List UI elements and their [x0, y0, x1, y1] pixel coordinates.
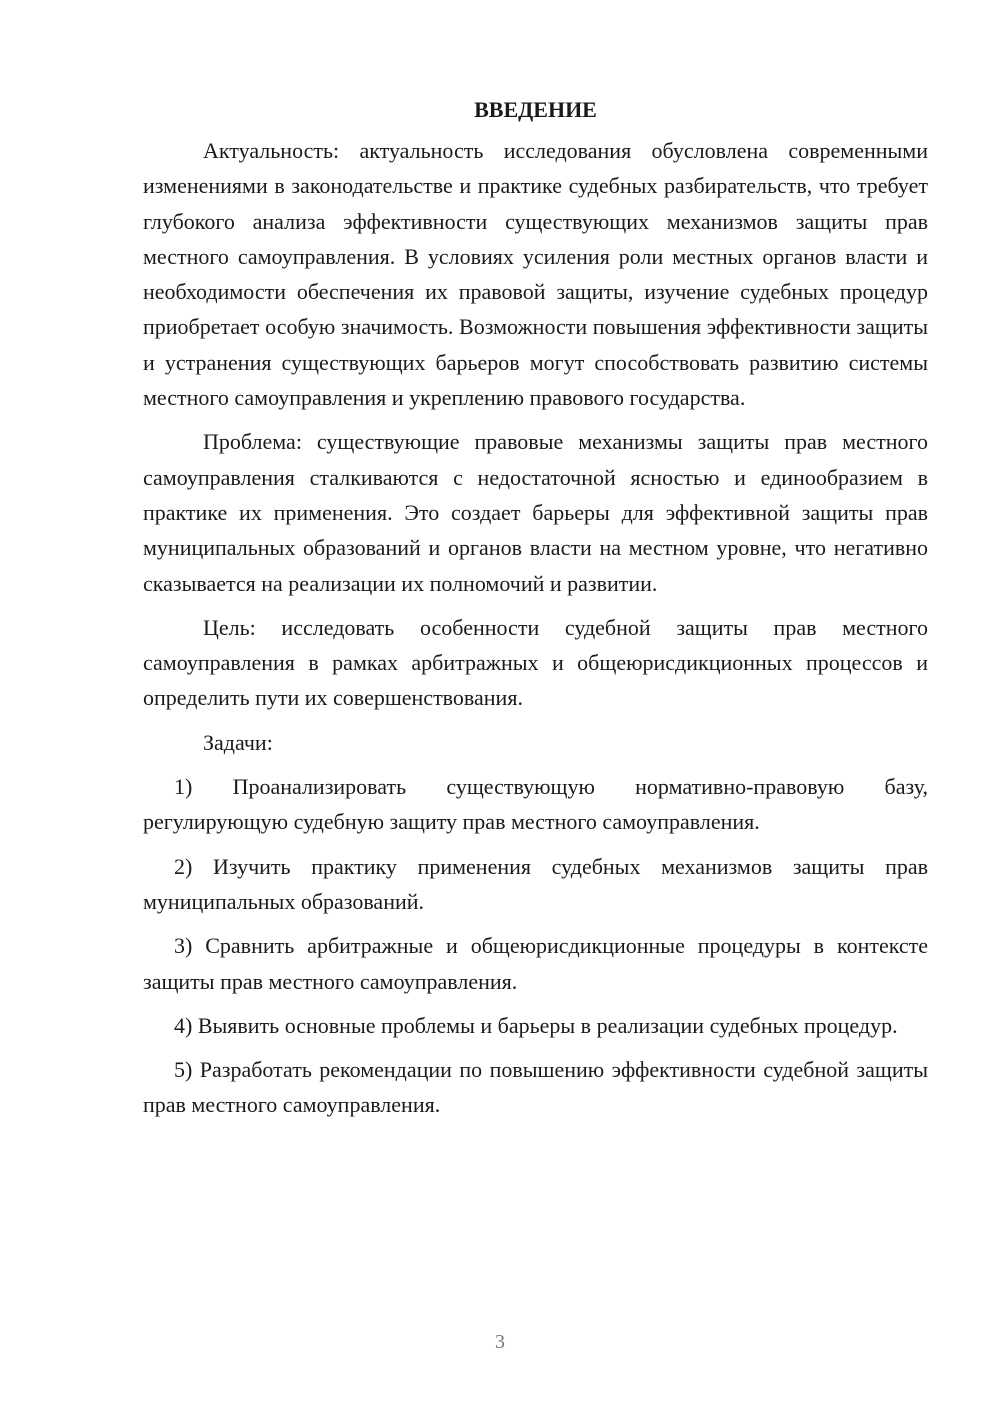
task-item-2: 2) Изучить практику применения судебных механизмов защиты прав муниципальных образований.: [143, 853, 928, 914]
task-item-1: 1) Проанализировать существующую нормативно-правовую базу, регулирующую судебную защиту прав местного самоуправления.: [143, 774, 928, 835]
relevance-paragraph: Актуальность: актуальность исследования обусловлена современными изменениями в законодательстве и практике судебных разбирательств, что требует глубокого анализа эффективности существующих механизмов защиты прав местного самоуправления. В условиях усиления роли местных органов власти и необходимости обеспечения их правовой защиты, изучение судебных процедур приобретает особую значимость. Возможности повышения эффективности защиты и устранения существующих барьеров могут способствовать развитию системы местного самоуправления и укреплению правового государства.: [143, 138, 928, 411]
task-item-4: 4) Выявить основные проблемы и барьеры в реализации судебных процедур.: [174, 1012, 898, 1038]
document-page: [143, 92, 928, 1132]
tasks-heading: Задачи:: [203, 729, 273, 755]
goal-paragraph: Цель: исследовать особенности судебной защиты прав местного самоуправления в рамках арбитражных и общеюрисдикционных процессов и определить пути их совершенствования.: [143, 614, 928, 711]
task-item-3: 3) Сравнить арбитражные и общеюрисдикционные процедуры в контексте защиты прав местного самоуправления.: [143, 933, 928, 994]
problem-paragraph: Проблема: существующие правовые механизмы защиты прав местного самоуправления сталкиваются с недостаточной ясностью и единообразием в практике их применения. Это создает барьеры для эффективной защиты прав муниципальных образований и органов власти на местном уровне, что негативно сказывается на реализации их полномочий и развитии.: [143, 429, 928, 596]
page-title: ВВЕДЕНИЕ: [474, 97, 597, 122]
task-item-5: 5) Разработать рекомендации по повышению эффективности судебной защиты прав местного самоуправления.: [143, 1057, 928, 1118]
page-number: 3: [495, 1331, 505, 1353]
